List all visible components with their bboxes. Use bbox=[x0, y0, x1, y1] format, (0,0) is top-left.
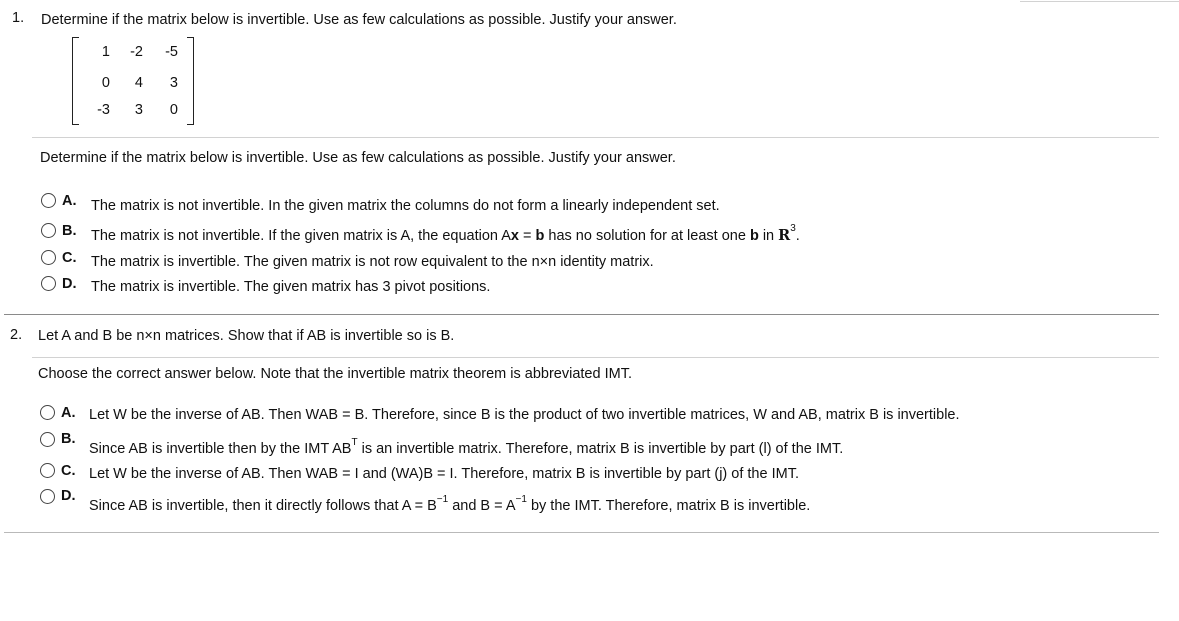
q1-option-a-radio[interactable] bbox=[41, 193, 56, 208]
q1-option-d-letter: D. bbox=[62, 276, 77, 292]
q2-option-b-letter: B. bbox=[61, 431, 76, 447]
q2-option-b-sup: T bbox=[351, 437, 358, 448]
matrix-cell: 0 bbox=[169, 102, 178, 118]
q2-option-d-letter: D. bbox=[61, 488, 76, 504]
q1-option-c-radio[interactable] bbox=[41, 250, 56, 265]
q1-option-b-text-in: in bbox=[758, 228, 779, 244]
q1-option-b-text-end: . bbox=[795, 228, 800, 244]
question-2-number: 2. bbox=[10, 327, 23, 343]
q1-option-b-radio[interactable] bbox=[41, 223, 56, 238]
matrix-cell: 3 bbox=[134, 102, 143, 118]
matrix-cell: 0 bbox=[101, 75, 110, 91]
q1-option-a-letter: A. bbox=[62, 193, 77, 209]
q1-option-d-text[interactable]: The matrix is invertible. The given matrix has 3 pivot positions. bbox=[91, 279, 491, 295]
q2-option-b-text[interactable] bbox=[89, 437, 844, 457]
q2-option-c-text[interactable]: Let W be the inverse of AB. Then WAB = I and (WA)B = I. Therefore, matrix B is invertible by part (j) of the IMT. bbox=[89, 466, 799, 482]
question-1-matrix bbox=[72, 37, 194, 125]
q1-option-b-text-mid: has no solution for at least one bbox=[544, 228, 750, 244]
q2-option-d-text-mid: and B = A bbox=[448, 498, 516, 514]
question-1-prompt: Determine if the matrix below is invertible. Use as few calculations as possible. Justify your answer. bbox=[41, 12, 677, 28]
q1-option-b-text[interactable] bbox=[91, 223, 800, 244]
matrix-cell: -3 bbox=[97, 102, 110, 118]
q2-option-b-radio[interactable] bbox=[40, 432, 55, 447]
question-2-prompt: Let A and B be n×n matrices. Show that if AB is invertible so is B. bbox=[38, 328, 455, 344]
top-divider bbox=[1020, 1, 1179, 2]
q2-option-c-radio[interactable] bbox=[40, 463, 55, 478]
q2-option-d-text[interactable] bbox=[89, 494, 811, 514]
q2-option-c-letter: C. bbox=[61, 463, 76, 479]
section-divider bbox=[4, 314, 1159, 315]
matrix-cell: 3 bbox=[169, 75, 178, 91]
question-2-divider bbox=[32, 357, 1159, 358]
q1-option-b-b2: b bbox=[749, 228, 759, 244]
q2-option-a-radio[interactable] bbox=[40, 405, 55, 420]
q2-option-a-text[interactable]: Let W be the inverse of AB. Then WAB = B. Therefore, since B is the product of two invertible matrices, W and AB, matrix B is invertible. bbox=[89, 407, 960, 423]
matrix-left-bracket bbox=[72, 37, 79, 125]
q1-option-a-text[interactable]: The matrix is not invertible. In the given matrix the columns do not form a linearly independent set. bbox=[91, 198, 720, 214]
q1-option-b-letter: B. bbox=[62, 223, 77, 239]
question-1-number: 1. bbox=[12, 10, 25, 26]
q1-option-d-radio[interactable] bbox=[41, 276, 56, 291]
matrix-cell: -2 bbox=[130, 44, 143, 60]
q2-option-a-letter: A. bbox=[61, 405, 76, 421]
bottom-divider bbox=[4, 532, 1159, 533]
question-1-subprompt: Determine if the matrix below is invertible. Use as few calculations as possible. Justify your answer. bbox=[40, 150, 676, 166]
q1-option-b-b: b bbox=[535, 228, 545, 244]
matrix-cell: 1 bbox=[101, 44, 110, 60]
q2-option-d-text-post: by the IMT. Therefore, matrix B is invertible. bbox=[526, 498, 811, 514]
question-2-subprompt: Choose the correct answer below. Note that the invertible matrix theorem is abbreviated IMT. bbox=[38, 366, 632, 382]
q2-option-d-radio[interactable] bbox=[40, 489, 55, 504]
q1-option-b-x: x bbox=[510, 228, 519, 244]
q1-option-c-text[interactable]: The matrix is invertible. The given matrix is not row equivalent to the n×n identity matrix. bbox=[91, 254, 654, 270]
q2-option-d-text-pre: Since AB is invertible, then it directly follows that A = B bbox=[89, 498, 437, 514]
matrix-cell: 4 bbox=[134, 75, 143, 91]
q1-option-b-R-sup: 3 bbox=[790, 223, 796, 234]
q2-option-d-sup1: −1 bbox=[436, 494, 449, 505]
q1-option-b-R: R bbox=[778, 227, 791, 244]
q1-option-b-text-pre: The matrix is not invertible. If the given matrix is A, the equation A bbox=[91, 228, 511, 244]
q1-option-b-eq: = bbox=[518, 228, 536, 244]
q2-option-d-sup2: −1 bbox=[515, 494, 527, 505]
question-1-divider bbox=[32, 137, 1159, 138]
q1-option-c-letter: C. bbox=[62, 250, 77, 266]
matrix-right-bracket bbox=[187, 37, 194, 125]
q2-option-b-text-pre: Since AB is invertible then by the IMT AB bbox=[89, 441, 352, 457]
q2-option-b-text-post: is an invertible matrix. Therefore, matrix B is invertible by part (l) of the IMT. bbox=[357, 441, 844, 457]
matrix-cell: -5 bbox=[165, 44, 178, 60]
